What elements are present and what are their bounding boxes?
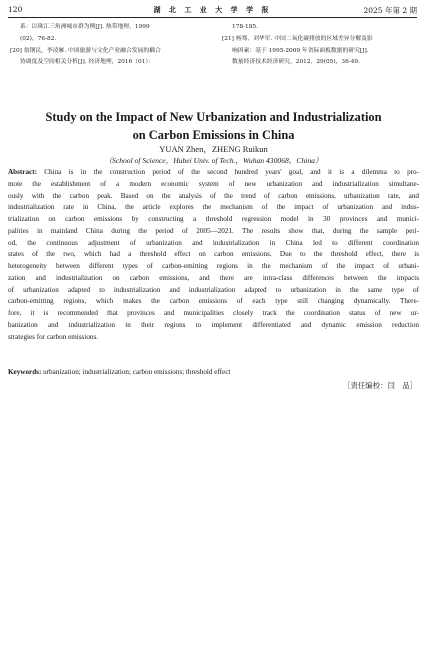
- paper-title: [0, 108, 427, 144]
- abstract-label: Abstract:: [8, 168, 37, 176]
- title-line: on Carbon Emissions in China: [132, 128, 295, 142]
- abstract-line: fore, it is recommended that provinces and municipalities closely track the coordination status of new ur-: [8, 309, 419, 317]
- running-header: [8, 4, 417, 18]
- reference-line: 系：以珠江三角洲城市群为例[J]. 热带地理，1999: [20, 24, 150, 30]
- reference-item: [10, 46, 210, 70]
- page-number: 120: [8, 5, 23, 14]
- abstract-line: strategies for carbon emissions.: [8, 332, 99, 341]
- abstract-line: trialization on carbon emissions by constructing a threshold regression model in 30 provinces and munici-: [8, 215, 419, 223]
- references-right-column: [222, 22, 420, 69]
- abstract-line: banization and industrialization in their regions to implement differentiated and dynamic emission reduction: [8, 320, 419, 329]
- abstract-line: industrialization rate in China, the article explores the mechanism of the impact of urbanization and indus-: [8, 203, 419, 212]
- reference-item: [222, 34, 420, 69]
- reference-line: 数量经济技术经济研究，2012，29(05)，36-49.: [232, 59, 360, 66]
- title-line: Study on the Impact of New Urbanization and Industrialization: [45, 110, 382, 124]
- abstract-line: carbon-emitting regions, which makes the carbon emissions of each type still changing dynamically. There-: [8, 297, 419, 306]
- reference-line: (02)，76-82.: [20, 35, 57, 42]
- reference-line: 178-185.: [232, 24, 258, 30]
- affiliation: （School of Science，Hubei Univ. of Tech.，Wuhan 430068，China）: [104, 156, 323, 165]
- references-left-column: [10, 22, 210, 69]
- abstract-line: zation and industrialization on carbon emissions, and there are intra-class differences between the impacts: [8, 273, 419, 282]
- abstract-line: ously with the carbon peak. Based on the analysis of the trend of carbon emissions, urbanization rate, and: [8, 191, 419, 200]
- keywords-text: urbanization; industrialization; carbon emissions; threshold effect: [41, 368, 231, 376]
- journal-name: 湖 北 工 业 大 学 学 报: [153, 5, 272, 14]
- authors: YUAN Zhen，ZHENG Ruikun: [159, 144, 268, 154]
- abstract-line: heterogeneity between different types of carbon-emitting regions in the mechanism of the impact of urbani-: [8, 262, 419, 270]
- editor-note: ［责任编校：闫 品］: [343, 381, 417, 390]
- abstract-line: palities in mainland China during the period of 2005—2021. The results show that, during the sample peri-: [8, 226, 419, 235]
- abstract-line: od, the continuous adjustment of urbanization and industrialization in China led to different coordination: [8, 238, 419, 247]
- reference-item: [10, 22, 210, 46]
- reference-line: [21] 杨骞，刘华军. 中国二氧化碳排放的区域差异分解及影: [222, 35, 373, 42]
- abstract: [8, 167, 419, 343]
- reference-item: [222, 22, 420, 34]
- abstract-line: of urbanization adapted to industrialization and industrialization adapted to urbanization in the same type of: [8, 285, 419, 294]
- reference-line: [20] 翁钢民，李凌雁. 中国旅游与文化产业融合发展的耦合: [10, 47, 161, 54]
- issue-label: 2025 年第 2 期: [363, 6, 417, 15]
- reference-line: 响因素：基于 1995-2009 年省际面板数据的研究[J].: [232, 47, 369, 54]
- keywords: [8, 368, 419, 376]
- abstract-line: mote the establishment of a modern economic system of new urbanization and industrialization simultane-: [8, 179, 419, 188]
- abstract-line: Abstract: China is in the construction period of the second hundred years' goal, and it is a dilemma to pro-: [8, 168, 419, 176]
- reference-line: 协调度及空间相关分析[J]. 经济地理，2016（01）：: [20, 59, 155, 66]
- keywords-label: Keywords:: [8, 368, 42, 376]
- abstract-line: states of the two, which had a threshold effect on carbon emissions. Due to the threshold effect, there is: [8, 250, 419, 259]
